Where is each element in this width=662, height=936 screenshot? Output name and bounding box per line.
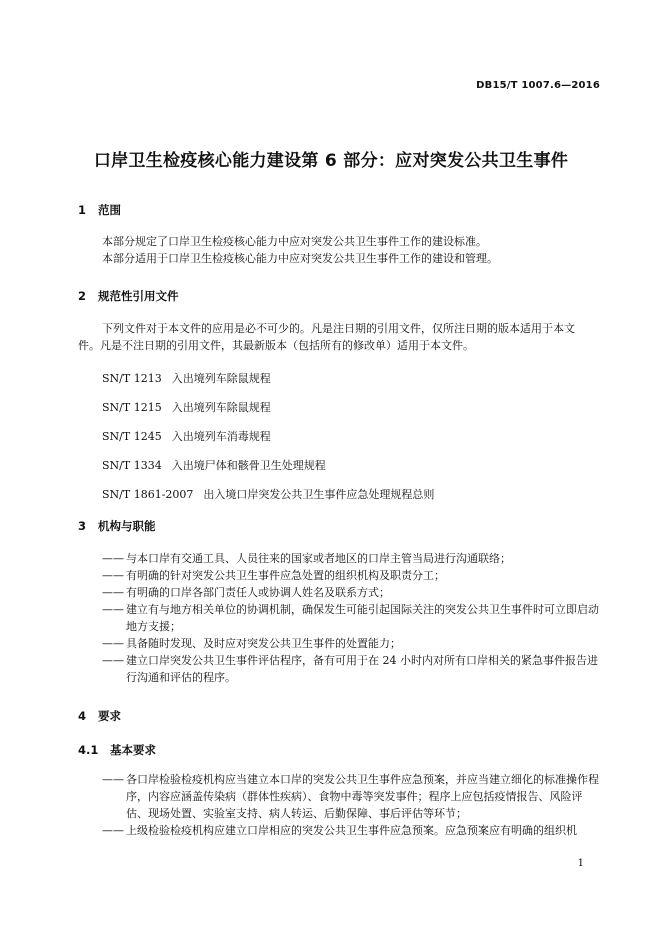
subsection-number: 4.1 — [78, 743, 99, 757]
reference-name: 出入境口岸突发公共卫生事件应急处理规程总则 — [203, 488, 435, 501]
reference-item — [102, 428, 271, 444]
section-title: 要求 — [98, 709, 121, 723]
reference-name: 入出境列车除鼠规程 — [171, 372, 271, 385]
section-number: 3 — [78, 519, 87, 533]
dash-marker: —— — [102, 603, 124, 616]
reference-code: SN/T 1213 — [102, 372, 162, 385]
reference-item — [102, 399, 271, 415]
list-item — [102, 635, 600, 652]
page-number: 1 — [577, 858, 584, 869]
section-number: 2 — [78, 289, 87, 303]
scope-paragraph-2: 本部分适用于口岸卫生检疫核心能力中应对突发公共卫生事件工作的建设和管理。 — [102, 252, 498, 265]
list-item — [102, 822, 600, 839]
list-item-text: 有明确的针对突发公共卫生事件应急处置的组织机构及职责分工； — [126, 569, 445, 582]
dash-marker: —— — [102, 552, 124, 565]
reference-code: SN/T 1334 — [102, 459, 162, 472]
section-heading-scope — [78, 202, 121, 218]
subsection-heading-basic-requirements — [78, 742, 156, 758]
reference-item — [102, 457, 326, 473]
section-title: 机构与职能 — [98, 519, 156, 533]
reference-code: SN/T 1245 — [102, 430, 162, 443]
reference-name: 入出境列车除鼠规程 — [171, 401, 271, 414]
list-item-text: 与本口岸有交通工具、人员往来的国家或者地区的口岸主管当局进行沟通联络； — [126, 552, 511, 565]
section-number: 4 — [78, 709, 87, 723]
list-item-text: 具备随时发现、及时应对突发公共卫生事件的处置能力； — [126, 637, 401, 650]
reference-name: 入出境列车消毒规程 — [171, 430, 271, 443]
references-intro-line-2: 件。凡是不注日期的引用文件，其最新版本（包括所有的修改单）适用于本文件。 — [78, 339, 474, 352]
section-heading-organization — [78, 518, 156, 534]
section-heading-requirements — [78, 708, 121, 724]
subsection-title: 基本要求 — [110, 743, 156, 757]
section-number: 1 — [78, 203, 87, 217]
dash-marker: —— — [102, 569, 124, 582]
section-title: 范围 — [98, 203, 121, 217]
list-item-text: 上级检验检疫机构应建立口岸相应的突发公共卫生事件应急预案。应急预案应有明确的组织机 — [126, 824, 577, 837]
list-item — [102, 652, 600, 686]
dash-marker: —— — [102, 773, 124, 786]
scope-paragraph-1: 本部分规定了口岸卫生检疫核心能力中应对突发公共卫生事件工作的建设标准。 — [102, 235, 487, 248]
document-title: 口岸卫生检疫核心能力建设第 6 部分：应对突发公共卫生事件 — [93, 151, 569, 171]
dash-marker: —— — [102, 824, 124, 837]
dash-marker: —— — [102, 654, 124, 667]
list-item — [102, 567, 600, 584]
list-item — [102, 584, 600, 601]
section-heading-normative-references — [78, 288, 179, 304]
list-item-text: 建立口岸突发公共卫生事件评估程序，备有可用于在 24 小时内对所有口岸相关的紧急事件报告进行沟通和评估的程序。 — [126, 654, 598, 684]
references-intro-line-1: 下列文件对于本文件的应用是必不可少的。凡是注日期的引用文件，仅所注日期的版本适用于本文 — [102, 322, 575, 335]
list-item-text: 各口岸检验检疫机构应当建立本口岸的突发公共卫生事件应急预案，并应当建立细化的标准操作程序，内容应涵盖传染病（群体性疾病）、食物中毒等突发事件；程序上应包括疫情报告、风险评估、现场处置、实验室支持、病人转运、后勤保障、事后评估等环节； — [126, 773, 599, 820]
list-item — [102, 771, 600, 822]
dash-marker: —— — [102, 586, 124, 599]
document-code: DB15/T 1007.6—2016 — [476, 80, 600, 91]
reference-code: SN/T 1861-2007 — [102, 488, 194, 501]
reference-item — [102, 370, 271, 386]
reference-name: 入出境尸体和骸骨卫生处理规程 — [171, 459, 326, 472]
list-item-text: 建立有与地方相关单位的协调机制，确保发生可能引起国际关注的突发公共卫生事件时可立即启动地方支援； — [126, 603, 599, 633]
list-item — [102, 601, 600, 635]
reference-item — [102, 486, 434, 502]
section-title: 规范性引用文件 — [98, 289, 179, 303]
list-item-text: 有明确的口岸各部门责任人或协调人姓名及联系方式； — [126, 586, 390, 599]
reference-code: SN/T 1215 — [102, 401, 162, 414]
dash-marker: —— — [102, 637, 124, 650]
list-item — [102, 550, 600, 567]
